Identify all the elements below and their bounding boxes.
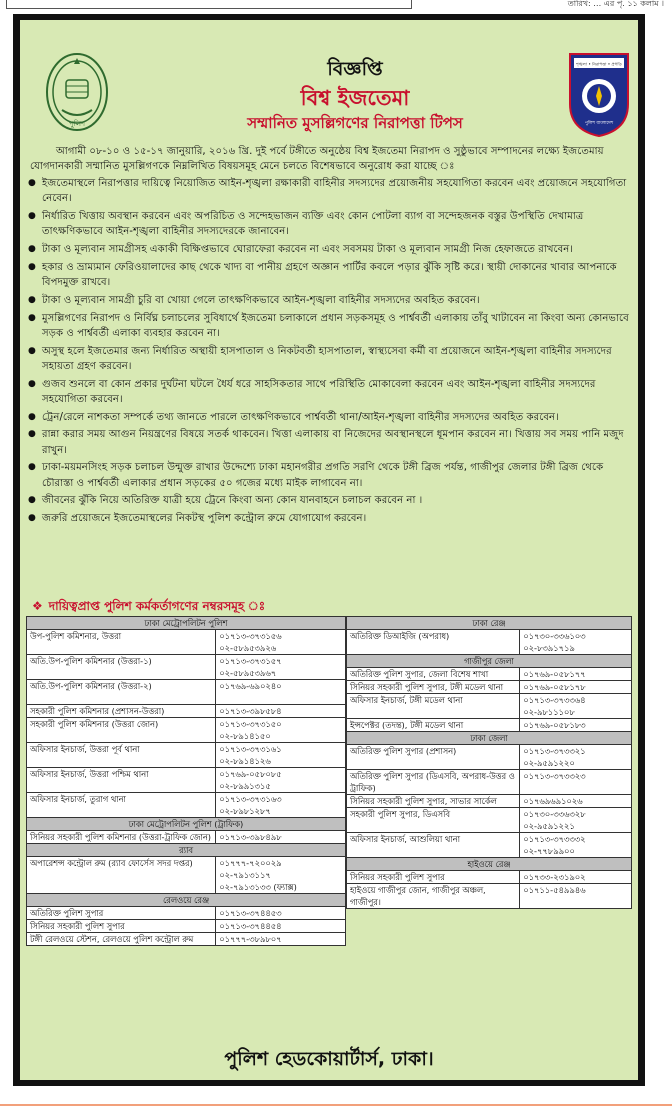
tip-item: ● হকার ও ভ্রাম্যমান ফেরিওয়ালাদের কাছ থেকে খাদ্য বা পানীয় গ্রহণে অজ্ঞান পার্টির কবলে পড়ার ঝুঁকি সৃষ্টি করে। স্থায়ী দোকানের খাবার আপনাকে বিপদমুক্ত রাখবে। bbox=[28, 260, 630, 290]
phone-number: ০২-৯৮১১১০৮ bbox=[523, 707, 575, 717]
group-title: ঢাকা রেঞ্জ bbox=[347, 617, 632, 630]
phone-number: ০১৭১৩-৩৭৩৩৩২ bbox=[523, 834, 586, 844]
officer-numbers-label: দায়িত্বপ্রাপ্ত পুলিশ কর্মকর্তাগণের নম্বরসমূহ ঃ bbox=[48, 599, 266, 613]
phone-number: ০২-৯৫৯১২২০ bbox=[523, 758, 575, 768]
officer-title: অতি.উপ-পুলিশ কমিশনার (উত্তরা-২) bbox=[27, 680, 216, 705]
table-row bbox=[347, 833, 632, 858]
left-contacts-table bbox=[26, 616, 346, 946]
phone-number: ০১৭১৩-৩৭৩১৬৩ bbox=[219, 794, 282, 804]
tip-item: ● ট্রেন/রেলে নাশকতা সম্পর্কে তথ্য জানতে পারলে তাৎক্ষণিকভাবে পার্শ্ববর্তী থানা/আইন-শৃঙ্খলা বাহিনীর সদস্যদের অবহিত করবেন। bbox=[28, 410, 630, 425]
phone-number: ০১৭৩০-৩৩৬১০৩ bbox=[523, 631, 586, 641]
officer-title: অতিরিক্ত ডিআইজি (অপরাধ) bbox=[347, 630, 520, 655]
table-row bbox=[27, 857, 346, 894]
officer-title: উপ-পুলিশ কমিশনার, উত্তরা bbox=[27, 630, 216, 655]
officer-title: অফিসার ইনচার্জ, আশুলিয়া থানা bbox=[347, 833, 520, 858]
phone-numbers bbox=[216, 920, 346, 933]
officer-title: হাইওয়ে গাজীপুর জোন, গাজীপুর অঞ্চল, গাজীপুর। bbox=[347, 884, 520, 909]
phone-number: ০১৭১৩-৩৯৮৫৮৪ bbox=[219, 706, 282, 716]
group-title: ঢাকা জেলা bbox=[347, 732, 632, 745]
table-row bbox=[347, 871, 632, 884]
phone-number: ০১৭৬৯৬৯১০২৬ bbox=[523, 796, 583, 806]
table-row bbox=[347, 808, 632, 833]
phone-number: ০২-৮৯১৪১৫০ bbox=[219, 731, 271, 741]
phone-number: ০১৭১৩-৩৭৩১৫৭ bbox=[219, 656, 282, 666]
phone-numbers bbox=[520, 745, 632, 770]
tip-item: ● মুসল্লিগণের নিরাপদ ও নির্বিঘ্ন চলাচলের সুবিধার্থে ইজতেমা চলাকালে প্রধান সড়কসমূহ ও পার্শ্ববর্তী এলাকায় তাঁবু খাটাবেন না কিংবা অন্য কোনভাবে সড়ক ও পার্শ্ববর্তী এলাকা ব্যবহার করবেন না। bbox=[28, 311, 630, 341]
table-row bbox=[27, 793, 346, 818]
tip-item: ● রান্না করার সময় আগুন নিয়ন্ত্রণের বিষয়ে সতর্ক থাকবেন। খিত্তা এলাকায় বা নিজেদের অবস্থানস্থলে ধূমপান করবেন না। খিত্তায় সব সময় পানি মজুদ রাখুন। bbox=[28, 427, 630, 457]
phone-numbers bbox=[216, 655, 346, 680]
tip-item: ● জরুরি প্রয়োজনে ইজতেমাস্থলের নিকটস্থ পুলিশ কন্ট্রোল রুমে যোগাযোগ করবেন। bbox=[28, 511, 630, 526]
officer-title: সিনিয়র সহকারী পুলিশ কমিশনার (উত্তরা-ট্রাফিক জোন) bbox=[27, 831, 216, 844]
officer-title: অতিরিক্ত পুলিশ সুপার (ডিএসবি, অপরাধ-উত্তর ও ট্রাফিক) bbox=[347, 770, 520, 795]
phone-numbers bbox=[216, 907, 346, 920]
phone-numbers bbox=[520, 871, 632, 884]
phone-number: ০১৭৬৯-০৫৮১৮৩ bbox=[523, 720, 586, 730]
officer-title: সিনিয়র সহকারী পুলিশ সুপার bbox=[347, 871, 520, 884]
phone-number: ০১৭১১-৫৪৯৯৪৬ bbox=[523, 885, 586, 895]
phone-number: ০১৭৬৯-০৫৮১৭৭ bbox=[523, 669, 586, 679]
right-contacts-table bbox=[346, 616, 632, 909]
officer-title: অতিরিক্ত পুলিশ সুপার, জেলা বিশেষ শাখা bbox=[347, 668, 520, 681]
phone-numbers bbox=[520, 808, 632, 833]
phone-numbers bbox=[520, 668, 632, 681]
phone-numbers bbox=[216, 793, 346, 818]
phone-number: ০২-৭৯১৩১১৭ bbox=[219, 870, 271, 880]
officer-title: সিনিয়র সহকারী পুলিশ সুপার bbox=[27, 920, 216, 933]
phone-number: ০১৭৬৯-০৫৮১৭৮ bbox=[523, 682, 586, 692]
table-row bbox=[27, 655, 346, 680]
tips-list bbox=[28, 176, 630, 529]
star-icon: ❖ bbox=[32, 599, 43, 613]
phone-number: ০১৭৩৩-২৩১৯০২ bbox=[523, 872, 586, 882]
table-row bbox=[347, 668, 632, 681]
officer-title: সহকারী পুলিশ সুপার, ডিএসবি bbox=[347, 808, 520, 833]
phone-number: ০১৭১৩-৩৭৪৪৫৪ bbox=[219, 921, 282, 931]
tips-title: সম্মানিত মুসল্লিগণের নিরাপত্তা টিপস bbox=[247, 114, 463, 132]
phone-number: ০১৭১৩-৩৯৮৪৯৮ bbox=[219, 832, 282, 842]
tip-item: ● নির্ধারিত খিত্তায় অবস্থান করবেন এবং অপরিচিত ও সন্দেহভাজন ব্যক্তি এবং কোন পোটলা ব্যাগ বা সন্দেহজনক বস্তুর উপস্থিতি দেখামাত্র তাৎক্ষণিকভাবে আইন-শৃঙ্খলা বাহিনীর সদস্যদেরকে জানাবেন। bbox=[28, 209, 630, 239]
officer-title: অফিসার ইনচার্জ, উত্তরা পশ্চিম থানা bbox=[27, 768, 216, 793]
table-row bbox=[27, 831, 346, 844]
phone-number: ০১৭৭৭-৭২০০২৯ bbox=[219, 858, 282, 868]
bottom-rule bbox=[0, 1104, 672, 1106]
phone-numbers bbox=[520, 770, 632, 795]
officer-numbers-heading bbox=[32, 598, 265, 618]
police-emblem-left bbox=[44, 50, 110, 134]
table-row bbox=[347, 630, 632, 655]
officer-title: অতি.উপ-পুলিশ কমিশনার (উত্তরা-১) bbox=[27, 655, 216, 680]
phone-number: ০১৭৩০-৩৩৬৩২৮ bbox=[523, 809, 586, 819]
officer-title: অতিরিক্ত পুলিশ সুপার bbox=[27, 907, 216, 920]
phone-number: ০১৭৬৯-০৫৮০৮৫ bbox=[219, 769, 282, 779]
phone-numbers bbox=[216, 680, 346, 705]
phone-number: ০২-৮৯১৪১২৬ bbox=[219, 756, 271, 766]
phone-numbers bbox=[520, 681, 632, 694]
phone-numbers bbox=[520, 694, 632, 719]
phone-numbers bbox=[520, 884, 632, 909]
emblem-left-ring-text: পুলিশ bbox=[68, 120, 86, 128]
table-row bbox=[27, 768, 346, 793]
phone-number: ০১৭১৩-৩৭৩১৫৬ bbox=[219, 631, 282, 641]
officer-title: অপারেশন্স কন্ট্রোল রুম (র‍্যাব ফোর্সেস সদর দপ্তর) bbox=[27, 857, 216, 894]
phone-number: ০২-৭৭৮৯৯০০ bbox=[523, 846, 575, 856]
officer-title: সিনিয়র সহকারী পুলিশ সুপার, সাভার সার্কেল bbox=[347, 795, 520, 808]
phone-number: ০২-৮৯৯১৩১৫ bbox=[219, 781, 271, 791]
group-header-row bbox=[27, 894, 346, 907]
group-header-row bbox=[347, 732, 632, 745]
table-row bbox=[347, 719, 632, 732]
notice-panel bbox=[20, 20, 638, 1080]
tip-item: ● টাকা ও মূল্যবান সামগ্রী চুরি বা খোয়া গেলে তাৎক্ষণিকভাবে আইন-শৃঙ্খলা বাহিনীর সদস্যদের অবহিত করবেন। bbox=[28, 293, 630, 308]
group-header-row bbox=[347, 858, 632, 871]
phone-numbers bbox=[216, 831, 346, 844]
intro-paragraph: আগামী ০৮-১০ ও ১৫-১৭ জানুয়ারি, ২০১৬ খ্রি. দুই পর্বে টঙ্গীতে অনুষ্ঠেয় বিশ্ব ইজতেমা নিরাপদ ও সুষ্ঠুভাবে সম্পাদনের লক্ষ্যে ইজতেমায় যোগদানকারী সম্মানিত মুসল্লিগণকে নিম্নলিখিত বিষয়সমূহ মেনে চলতে বিশেষভাবে অনুরোধ করা যাচ্ছে ঃ bbox=[30, 146, 604, 172]
phone-numbers bbox=[216, 630, 346, 655]
page-reference: তারিখ: … এর পৃ. ১১ কলাম । bbox=[567, 0, 664, 8]
top-column-box bbox=[6, 0, 412, 9]
table-row bbox=[27, 907, 346, 920]
group-title: ঢাকা মেট্রোপলিটন পুলিশ bbox=[27, 617, 346, 630]
phone-numbers bbox=[520, 630, 632, 655]
table-row bbox=[27, 680, 346, 705]
group-header-row bbox=[27, 818, 346, 831]
tip-item: ● জীবনের ঝুঁকি নিয়ে অতিরিক্ত যাত্রী হয়ে ট্রেনে কিংবা অন্য কোন যানবাহনে চলাচল করবেন না । bbox=[28, 493, 630, 508]
phone-number: ০২-৫৮৯৫৩৯২৬ bbox=[219, 643, 277, 653]
officer-title: ইন্সপেক্টর (তদন্ত), টঙ্গী মডেল থানা bbox=[347, 719, 520, 732]
table-row bbox=[347, 770, 632, 795]
officer-title: সিনিয়র সহকারী পুলিশ সুপার, টঙ্গী মডেল থানা bbox=[347, 681, 520, 694]
table-row bbox=[27, 705, 346, 718]
notice-title: বিজ্ঞপ্তি bbox=[327, 58, 383, 80]
phone-numbers bbox=[520, 719, 632, 732]
phone-number: ০২-৭৯১৩১৩৩ (ফ্যাক্স) bbox=[219, 882, 297, 892]
event-title: বিশ্ব ইজতেমা bbox=[300, 86, 410, 110]
phone-number: ০২-৮৩৯১৭১৯ bbox=[523, 643, 575, 653]
phone-numbers bbox=[520, 833, 632, 858]
table-row bbox=[347, 694, 632, 719]
table-row bbox=[27, 718, 346, 743]
phone-numbers bbox=[216, 768, 346, 793]
footer-signature: পুলিশ হেডকোয়ার্টার্স, ঢাকা। bbox=[224, 1048, 434, 1070]
phone-number: ০১৭১৩-৩৭৩৩৬৪ bbox=[523, 695, 586, 705]
officer-title: অফিসার ইনচার্জ, তুরাগ থানা bbox=[27, 793, 216, 818]
phone-numbers bbox=[216, 857, 346, 894]
tip-item: ● টাকা ও মূল্যবান সামগ্রীসহ একাকী বিক্ষিপ্তভাবে ঘোরাফেরা করবেন না এবং সবসময় টাকা ও মূল্যবান সামগ্রী নিজ হেফাজতে রাখবেন। bbox=[28, 242, 630, 257]
officer-title: সহকারী পুলিশ কমিশনার (প্রশাসন-উত্তরা) bbox=[27, 705, 216, 718]
table-row bbox=[347, 681, 632, 694]
table-row bbox=[27, 933, 346, 946]
group-title: ঢাকা মেট্রোপলিটন পুলিশ (ট্রাফিক) bbox=[27, 818, 346, 831]
group-header-row bbox=[347, 617, 632, 630]
phone-number: ০১৭১৩-৩৭৩৩২১ bbox=[523, 746, 586, 756]
tip-item: ● গুজব শুনলে বা কোন প্রকার দুর্ঘটনা ঘটলে ধৈর্য ধরে সাহসিকতার সাথে পরিস্থিতি মোকাবেলা করবেন এবং আইন-শৃঙ্খলা বাহিনীর সদস্যদের সহযোগিতা করবেন। bbox=[28, 377, 630, 407]
officer-title: অফিসার ইনচার্জ, উত্তরা পূর্ব থানা bbox=[27, 743, 216, 768]
phone-numbers bbox=[520, 795, 632, 808]
table-row bbox=[27, 743, 346, 768]
group-header-row bbox=[347, 655, 632, 668]
table-row bbox=[27, 630, 346, 655]
phone-number: ০২-৮৯৮১২৮৭ bbox=[219, 806, 271, 816]
group-title: রেলওয়ে রেঞ্জ bbox=[27, 894, 346, 907]
phone-number: ০২-৫৮৯৫৩৯৬৭ bbox=[219, 668, 277, 678]
phone-number: ০১৭১৩-৩৭৩১৬১ bbox=[219, 744, 282, 754]
tip-item: ● অসুস্থ হলে ইজতেমার জন্য নির্ধারিত অস্থায়ী হাসপাতাল ও নিকটবর্তী হাসপাতাল, স্বাস্থ্যসেবা কর্মী বা প্রয়োজনে আইন-শৃঙ্খলা বাহিনীর সদস্যদের সহায়তা গ্রহণ করবেন। bbox=[28, 344, 630, 374]
phone-number: ০২-৯৫৯১২২১ bbox=[523, 821, 575, 831]
officer-title: অফিসার ইনচার্জ, টঙ্গী মডেল থানা bbox=[347, 694, 520, 719]
tip-item: ● ইজতেমাস্থলে নিরাপত্তার দায়িত্বে নিয়োজিত আইন-শৃঙ্খলা রক্ষাকারী বাহিনীর সদস্যদের প্রয়োজনীয় সহযোগিতা করবেন এবং প্রয়োজনে সহযোগিতা নেবেন। bbox=[28, 176, 630, 206]
group-title: গাজীপুর জেলা bbox=[347, 655, 632, 668]
table-row bbox=[347, 884, 632, 909]
table-row bbox=[27, 920, 346, 933]
emblem-right-banner: শৃঙ্খলা • নিরাপত্তা • প্রগতি bbox=[576, 61, 622, 67]
police-emblem-right bbox=[568, 52, 630, 138]
officer-title: অতিরিক্ত পুলিশ সুপার (প্রশাসন) bbox=[347, 745, 520, 770]
phone-numbers bbox=[216, 705, 346, 718]
phone-numbers bbox=[216, 718, 346, 743]
phone-number: ০১৭১৩-৩৭৪৪৫৩ bbox=[219, 908, 282, 918]
group-header-row bbox=[27, 844, 346, 857]
phone-number: ০১৭৬৯-৬৯০২৪০ bbox=[219, 681, 282, 691]
officer-title: টঙ্গী রেলওয়ে স্টেশন, রেলওয়ে পুলিশ কন্ট্রোল রুম bbox=[27, 933, 216, 946]
phone-numbers bbox=[216, 933, 346, 946]
group-title: র‍্যাব bbox=[27, 844, 346, 857]
group-header-row bbox=[27, 617, 346, 630]
table-row bbox=[347, 745, 632, 770]
emblem-right-ring: পুলিশ বাংলাদেশ bbox=[584, 121, 614, 126]
phone-number bbox=[219, 692, 342, 704]
phone-number: ০১৭৭৭-৩৮৯৮০৭ bbox=[219, 934, 282, 944]
phone-number: ০১৭১৩-৩৭৩৩২৩ bbox=[523, 771, 586, 781]
phone-number: ০১৭১৩-৩৭৩১৫০ bbox=[219, 719, 282, 729]
officer-title: সহকারী পুলিশ কমিশনার (উত্তরা জোন) bbox=[27, 718, 216, 743]
tip-item: ● ঢাকা-ময়মনসিংহ সড়ক চলাচল উন্মুক্ত রাখার উদ্দেশ্যে ঢাকা মহানগরীর প্রগতি সরণি থেকে টঙ্গী ব্রিজ পর্যন্ত, গাজীপুর জেলার টঙ্গী ব্রিজ থেকে চৌরাস্তা ও পার্শ্ববর্তী এলাকার প্রধান সড়কের ৫০ গজের মধ্যে মাইক লাগাবেন না। bbox=[28, 460, 630, 490]
top-strip bbox=[0, 0, 672, 10]
table-row bbox=[347, 795, 632, 808]
phone-numbers bbox=[216, 743, 346, 768]
group-title: হাইওয়ে রেঞ্জ bbox=[347, 858, 632, 871]
